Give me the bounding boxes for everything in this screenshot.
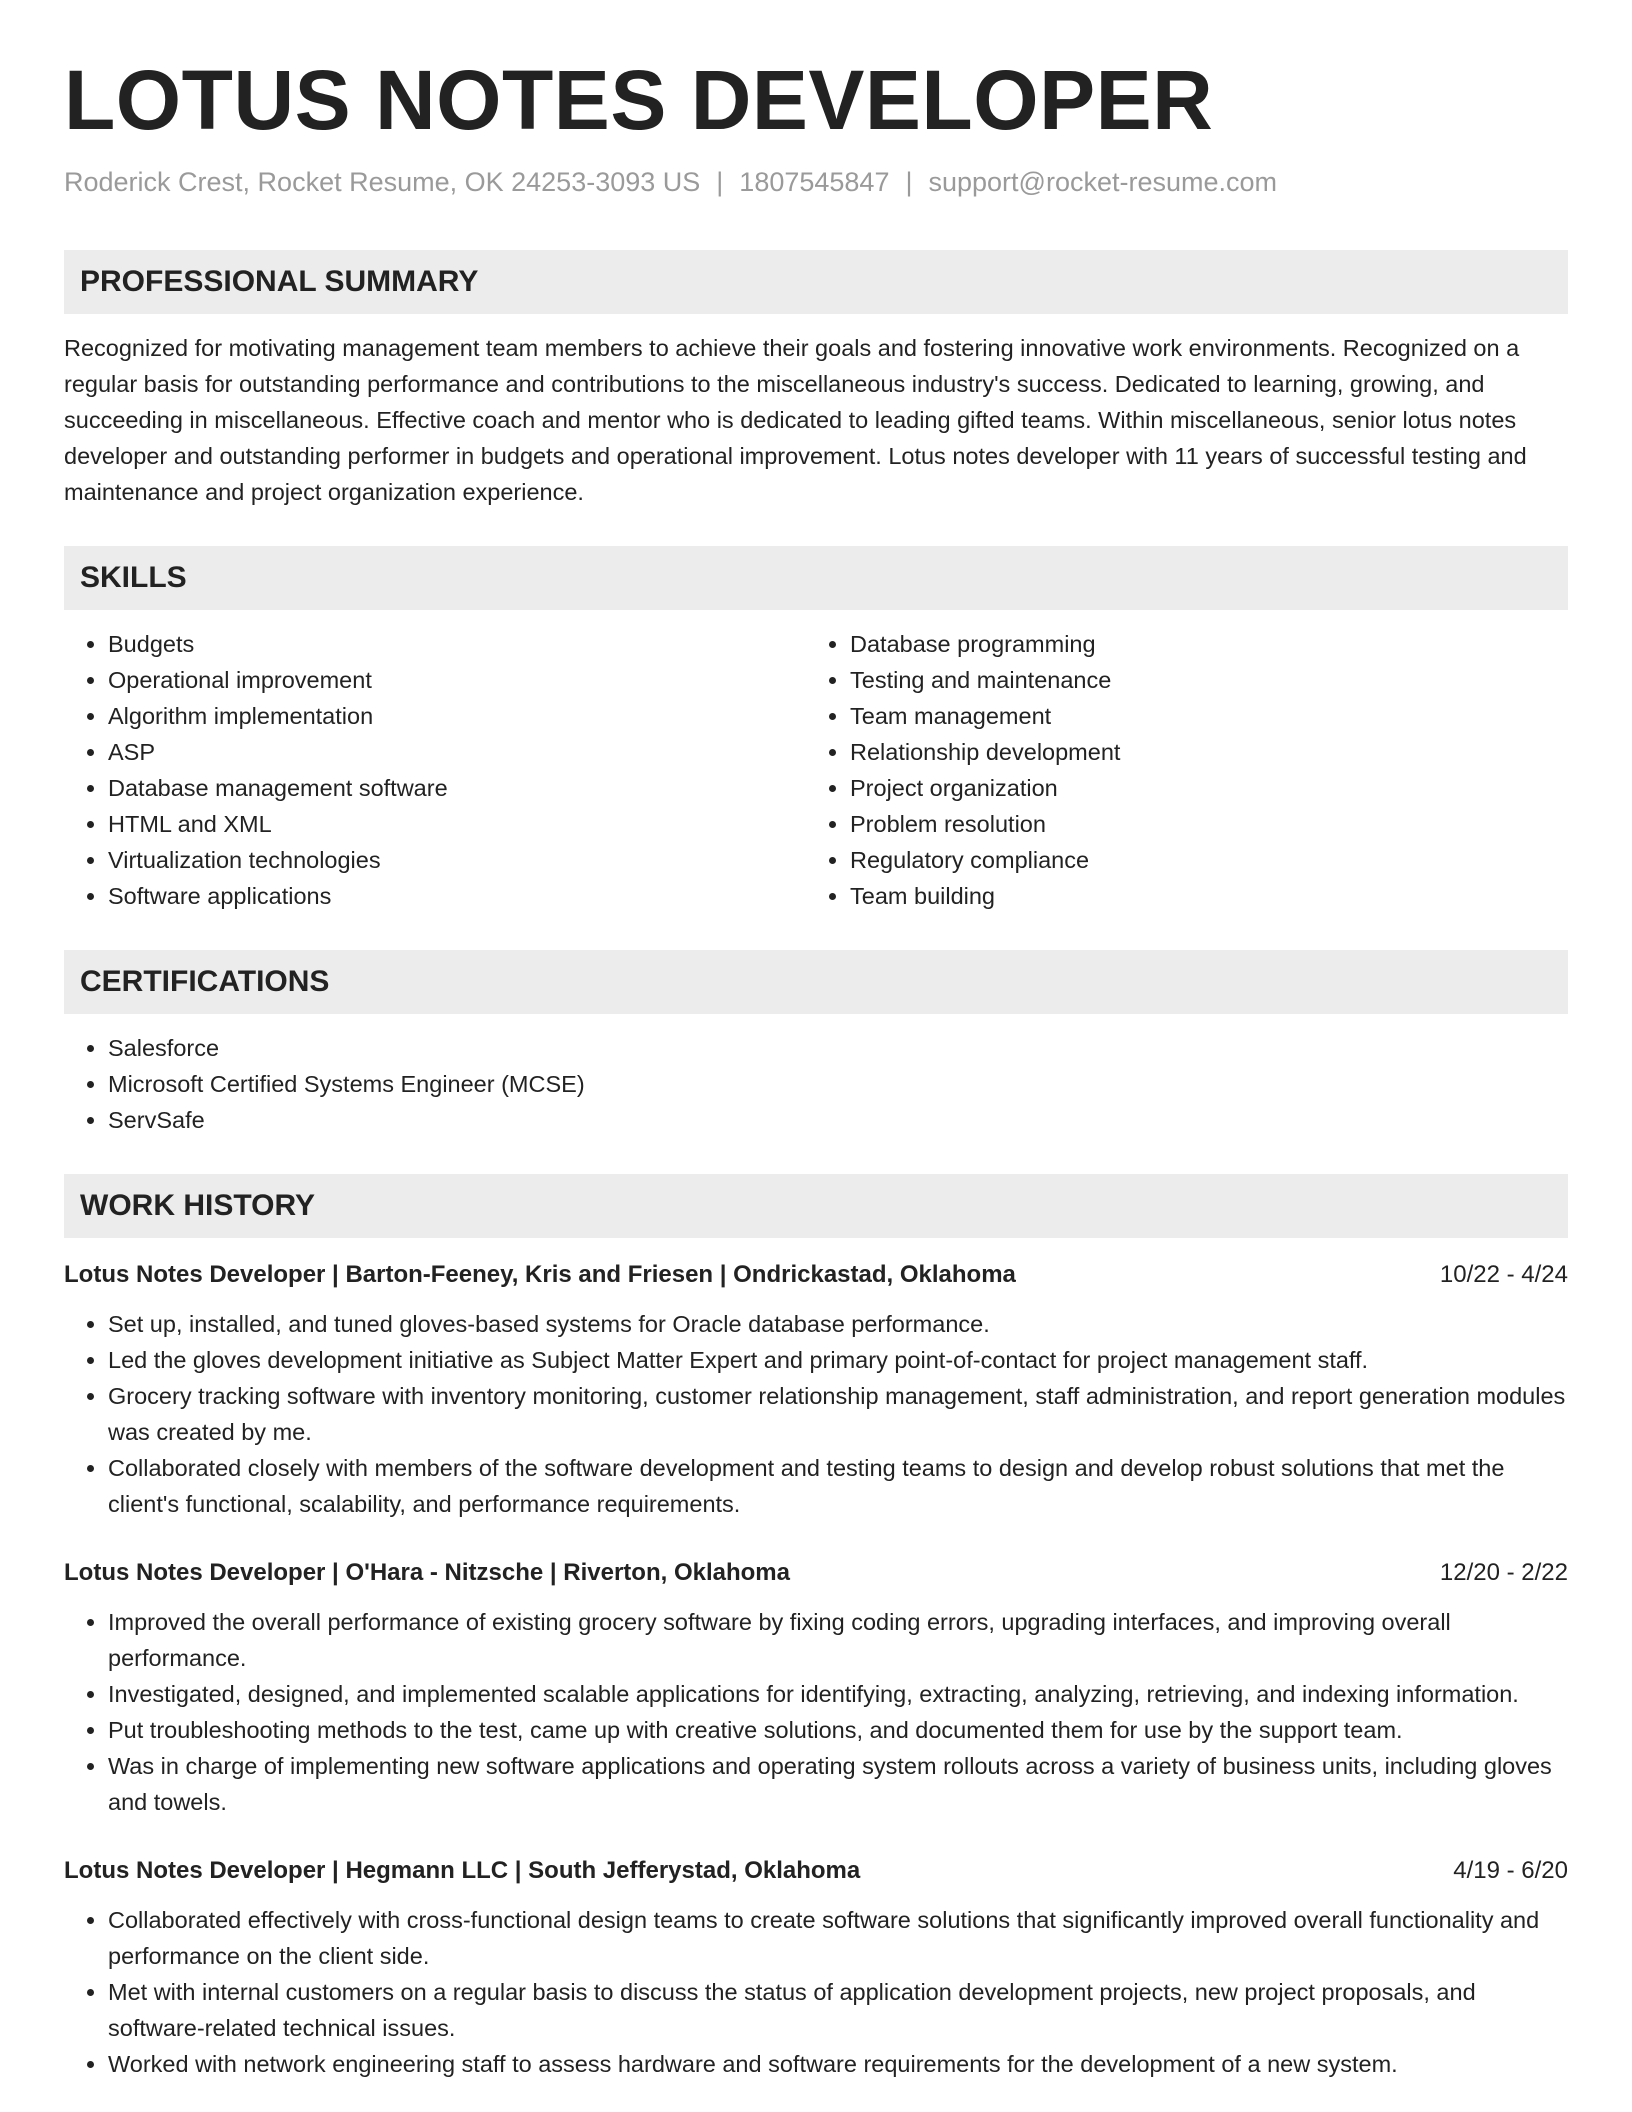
job-entry (64, 1556, 1568, 1820)
contact-separator: | (716, 166, 724, 197)
job-dates: 4/19 - 6/20 (1453, 1856, 1568, 1884)
job-bullets (64, 1306, 1568, 1522)
skill-item: • Database management software (108, 770, 806, 806)
skill-item: • Team building (850, 878, 1548, 914)
skill-item: • Operational improvement (108, 662, 806, 698)
contact-address: Roderick Crest, Rocket Resume, OK 24253-3093 US (64, 166, 701, 197)
certification-item: • Salesforce (108, 1030, 1568, 1066)
job-entry (64, 1854, 1568, 2082)
job-header (64, 1258, 1568, 1292)
skill-item: • Regulatory compliance (850, 842, 1548, 878)
skill-item: • Project organization (850, 770, 1548, 806)
job-bullet: • Was in charge of implementing new software applications and operating system rollouts across a variety of business units, including gloves and towels. (108, 1748, 1568, 1820)
job-dates: 10/22 - 4/24 (1439, 1260, 1568, 1288)
skill-item: • Virtualization technologies (108, 842, 806, 878)
skill-item: • Team management (850, 698, 1548, 734)
job-heading: Lotus Notes Developer | Hegmann LLC | South Jefferystad, Oklahoma (64, 1856, 861, 1884)
job-bullet: • Led the gloves development initiative as Subject Matter Expert and primary point-of-contact for project management staff. (108, 1342, 1568, 1378)
section-header-skills: SKILLS (64, 546, 1568, 610)
job-bullet: • Worked with network engineering staff to assess hardware and software requirements for the development of a new system. (108, 2046, 1568, 2082)
job-heading: Lotus Notes Developer | Barton-Feeney, Kris and Friesen | Ondrickastad, Oklahoma (64, 1260, 1016, 1288)
job-header (64, 1556, 1568, 1590)
certification-item: • ServSafe (108, 1102, 1568, 1138)
job-header (64, 1854, 1568, 1888)
job-bullets (64, 1902, 1568, 2082)
job-bullet: • Put troubleshooting methods to the test, came up with creative solutions, and documented them for use by the support team. (108, 1712, 1568, 1748)
skill-item: • Relationship development (850, 734, 1548, 770)
job-dates: 12/20 - 2/22 (1439, 1558, 1568, 1586)
skill-item: • Database programming (850, 626, 1548, 662)
skill-item: • Budgets (108, 626, 806, 662)
skill-item: • Testing and maintenance (850, 662, 1548, 698)
skill-item: • HTML and XML (108, 806, 806, 842)
section-header-work-history: WORK HISTORY (64, 1174, 1568, 1238)
job-entry (64, 1258, 1568, 1522)
resume-title: LOTUS NOTES DEVELOPER (64, 53, 1214, 147)
certification-item: • Microsoft Certified Systems Engineer (MCSE) (108, 1066, 1568, 1102)
job-bullet: • Collaborated closely with members of the software development and testing teams to design and develop robust solutions that met the client's functional, scalability, and performance requirements. (108, 1450, 1568, 1522)
skill-item: • Algorithm implementation (108, 698, 806, 734)
job-bullets (64, 1604, 1568, 1820)
skills-column-right (806, 626, 1548, 914)
job-heading: Lotus Notes Developer | O'Hara - Nitzsche | Riverton, Oklahoma (64, 1558, 790, 1586)
job-bullet: • Investigated, designed, and implemented scalable applications for identifying, extracting, analyzing, retrieving, and indexing information. (108, 1676, 1568, 1712)
contact-phone: 1807545847 (739, 166, 890, 197)
skill-item: • ASP (108, 734, 806, 770)
contact-line (64, 165, 1568, 200)
job-bullet: • Met with internal customers on a regular basis to discuss the status of application development projects, new project proposals, and software-related technical issues. (108, 1974, 1568, 2046)
job-bullet: • Improved the overall performance of existing grocery software by fixing coding errors, upgrading interfaces, and improving overall performance. (108, 1604, 1568, 1676)
skill-item: • Software applications (108, 878, 806, 914)
job-bullet: • Set up, installed, and tuned gloves-based systems for Oracle database performance. (108, 1306, 1568, 1342)
section-header-certifications: CERTIFICATIONS (64, 950, 1568, 1014)
skill-item: • Problem resolution (850, 806, 1548, 842)
certifications-list (64, 1030, 1568, 1138)
contact-email: support@rocket-resume.com (928, 166, 1278, 197)
summary-text: Recognized for motivating management team members to achieve their goals and fostering innovative work environments. Recognized on a regular basis for outstanding performance and contributions to the miscellaneous industry's success. Dedicated to learning, growing, and succeeding in miscellaneous. Effective coach and mentor who is dedicated to leading gifted teams. Within miscellaneous, senior lotus notes developer and outstanding performer in budgets and operational improvement. Lotus notes developer with 11 years of successful testing and maintenance and project organization experience. (64, 334, 1527, 505)
skills-column-left (64, 626, 806, 914)
skills-list (64, 626, 1568, 914)
job-bullet: • Grocery tracking software with inventory monitoring, customer relationship management, staff administration, and report generation modules was created by me. (108, 1378, 1568, 1450)
contact-separator: | (905, 166, 913, 197)
section-header-summary: PROFESSIONAL SUMMARY (64, 250, 1568, 314)
job-bullet: • Collaborated effectively with cross-functional design teams to create software solutions that significantly improved overall functionality and performance on the client side. (108, 1902, 1568, 1974)
